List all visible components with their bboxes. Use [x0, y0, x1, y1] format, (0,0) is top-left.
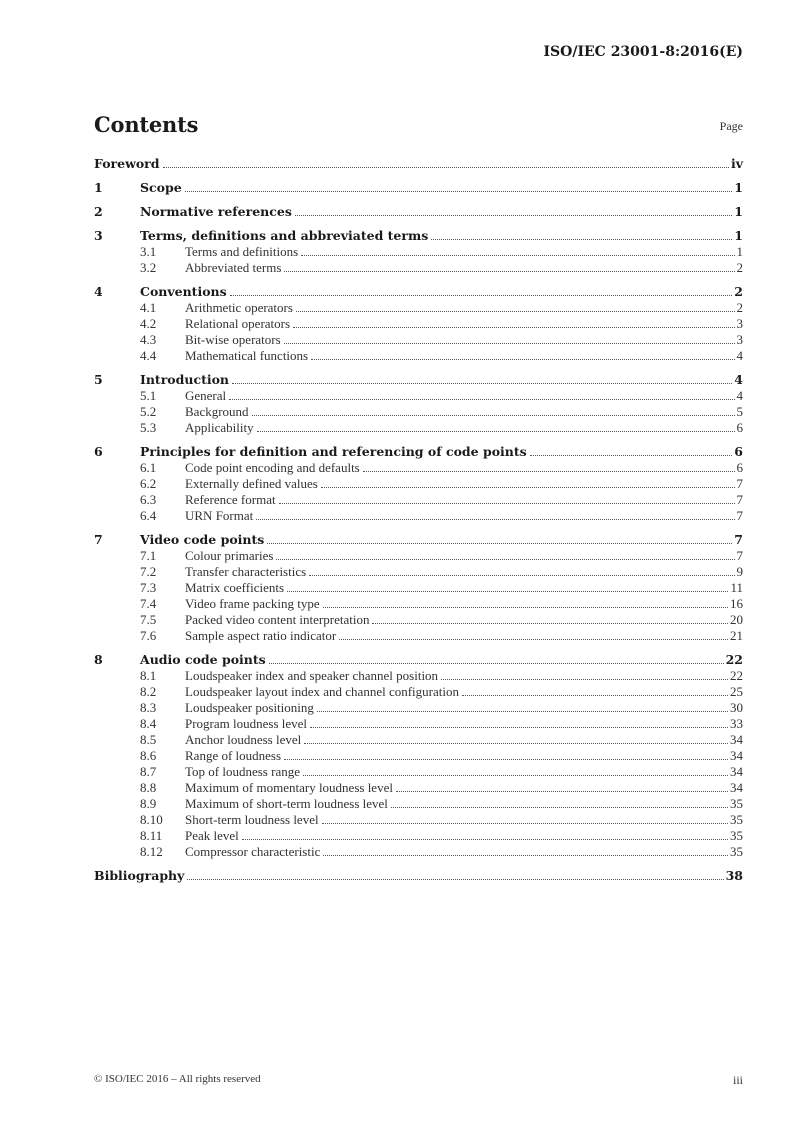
- toc-number: 4.1: [140, 300, 157, 315]
- toc-number: 8: [94, 652, 103, 667]
- toc-line: [185, 732, 743, 748]
- toc-page-number[interactable]: 35: [730, 796, 743, 811]
- toc-line: [185, 716, 743, 732]
- toc-subclause[interactable]: [94, 844, 743, 860]
- dot-leader: [284, 260, 734, 272]
- toc-subclause[interactable]: [94, 716, 743, 732]
- toc-subclause[interactable]: [94, 404, 743, 420]
- toc-line: [185, 420, 743, 436]
- toc-number: 7.4: [140, 596, 157, 611]
- toc-line: [140, 284, 743, 300]
- toc-subclause[interactable]: [94, 388, 743, 404]
- document-id: ISO/IEC 23001-8:2016(E): [543, 44, 743, 60]
- toc-page-number[interactable]: 35: [730, 844, 743, 859]
- toc-subclause[interactable]: [94, 564, 743, 580]
- toc-title[interactable]: Arithmetic operators: [185, 300, 293, 315]
- toc-page-number[interactable]: 34: [730, 764, 743, 779]
- dot-leader: [242, 828, 728, 840]
- toc-subclause[interactable]: [94, 668, 743, 684]
- toc-title[interactable]: URN Format: [185, 508, 254, 523]
- dot-leader: [287, 580, 728, 592]
- toc-title[interactable]: Relational operators: [185, 316, 291, 331]
- dot-leader: [284, 332, 735, 344]
- toc-clause[interactable]: [94, 204, 743, 220]
- dot-leader: [284, 748, 728, 760]
- toc-clause[interactable]: [94, 228, 743, 244]
- dot-leader: [301, 244, 734, 256]
- toc-title[interactable]: Program loudness level: [185, 716, 308, 731]
- toc-number: 8.8: [140, 780, 157, 795]
- toc-subclause[interactable]: [94, 420, 743, 436]
- toc-subclause[interactable]: [94, 492, 743, 508]
- dot-leader: [323, 596, 728, 608]
- dot-leader: [163, 156, 729, 168]
- toc-page-number[interactable]: 22: [730, 668, 743, 683]
- toc-title[interactable]: Principles for definition and referencing of code points: [140, 444, 527, 459]
- toc-number: 8.6: [140, 748, 157, 763]
- toc-clause[interactable]: [94, 652, 743, 668]
- toc-title[interactable]: Compressor characteristic: [185, 844, 321, 859]
- toc-line: [185, 780, 743, 796]
- toc-number: 8.5: [140, 732, 157, 747]
- toc-number: 5: [94, 372, 103, 387]
- toc-subclause[interactable]: [94, 700, 743, 716]
- dot-leader: [187, 868, 723, 880]
- toc-line: [185, 748, 743, 764]
- dot-leader: [363, 460, 735, 472]
- dot-leader: [462, 684, 728, 696]
- dot-leader: [396, 780, 728, 792]
- toc-subclause[interactable]: [94, 812, 743, 828]
- toc-line: [185, 684, 743, 700]
- toc-number: 8.11: [140, 828, 163, 843]
- toc-title[interactable]: Transfer characteristics: [185, 564, 307, 579]
- toc-line: [185, 460, 743, 476]
- toc-line: [185, 564, 743, 580]
- toc-number: 7.1: [140, 548, 157, 563]
- toc-line: [185, 812, 743, 828]
- toc-page-number[interactable]: 2: [736, 260, 743, 275]
- dot-leader: [252, 404, 735, 416]
- toc-line: [185, 612, 743, 628]
- dot-leader: [256, 508, 734, 520]
- toc-page-number[interactable]: 33: [730, 716, 743, 731]
- toc-line: [140, 372, 743, 388]
- toc-title[interactable]: Range of loudness: [185, 748, 282, 763]
- toc-page-number[interactable]: 16: [730, 596, 743, 611]
- toc-line: [140, 228, 743, 244]
- toc-page-number[interactable]: 5: [736, 404, 743, 419]
- toc-number: 2: [94, 204, 103, 219]
- toc-page-number[interactable]: 7: [736, 548, 743, 563]
- toc-page-number[interactable]: 4: [736, 348, 743, 363]
- toc-subclause[interactable]: [94, 244, 743, 260]
- footer-page-number: iii: [732, 1073, 743, 1087]
- toc-line: [185, 492, 743, 508]
- toc-number: 8.4: [140, 716, 157, 731]
- toc-subclause[interactable]: [94, 316, 743, 332]
- toc-line: [94, 868, 743, 884]
- toc-page-number[interactable]: 21: [730, 628, 743, 643]
- dot-leader: [317, 700, 728, 712]
- toc-line: [185, 332, 743, 348]
- dot-leader: [229, 388, 734, 400]
- toc-title[interactable]: Introduction: [140, 372, 230, 387]
- dot-leader: [309, 564, 734, 576]
- toc-line: [185, 476, 743, 492]
- toc-line: [185, 404, 743, 420]
- dot-leader: [321, 476, 735, 488]
- toc-line: [185, 548, 743, 564]
- toc-number: 4.2: [140, 316, 157, 331]
- table-of-contents: [94, 156, 743, 884]
- toc-page-number[interactable]: 3: [736, 316, 743, 331]
- toc-line: [185, 244, 743, 260]
- toc-subclause[interactable]: [94, 628, 743, 644]
- toc-title[interactable]: Maximum of short-term loudness level: [185, 796, 388, 811]
- toc-number: 5.1: [140, 388, 157, 403]
- dot-leader: [267, 532, 732, 544]
- dot-leader: [323, 844, 728, 856]
- toc-page-number[interactable]: 22: [725, 652, 743, 667]
- toc-page-number[interactable]: 34: [730, 748, 743, 763]
- toc-number: 8.2: [140, 684, 157, 699]
- toc-number: 8.9: [140, 796, 157, 811]
- toc-subclause[interactable]: [94, 260, 743, 276]
- toc-number: 4.4: [140, 348, 157, 363]
- toc-page-number[interactable]: 3: [736, 332, 743, 347]
- toc-number: 8.10: [140, 812, 163, 827]
- toc-title[interactable]: Packed video content interpretation: [185, 612, 370, 627]
- toc-title[interactable]: Abbreviated terms: [185, 260, 282, 275]
- toc-title[interactable]: Code point encoding and defaults: [185, 460, 360, 475]
- toc-number: 8.1: [140, 668, 157, 683]
- toc-line: [140, 532, 743, 548]
- toc-number: 6.1: [140, 460, 157, 475]
- toc-line: [185, 388, 743, 404]
- toc-title[interactable]: Background: [185, 404, 249, 419]
- toc-page-number[interactable]: 1: [734, 180, 743, 195]
- toc-number: 8.7: [140, 764, 157, 779]
- dot-leader: [391, 796, 728, 808]
- toc-clause[interactable]: [94, 868, 743, 884]
- toc-page-number[interactable]: 2: [736, 300, 743, 315]
- toc-number: 1: [94, 180, 103, 195]
- toc-number: 8.12: [140, 844, 163, 859]
- toc-title[interactable]: Applicability: [185, 420, 254, 435]
- toc-title[interactable]: Colour primaries: [185, 548, 274, 563]
- dot-leader: [310, 716, 728, 728]
- toc-title[interactable]: Audio code points: [140, 652, 266, 667]
- toc-subclause[interactable]: [94, 460, 743, 476]
- toc-subclause[interactable]: [94, 332, 743, 348]
- page-title: Contents: [94, 112, 199, 137]
- toc-page-number[interactable]: 34: [730, 732, 743, 747]
- toc-number: 5.3: [140, 420, 157, 435]
- toc-title[interactable]: Scope: [140, 180, 182, 195]
- toc-page-number[interactable]: 6: [736, 420, 743, 435]
- toc-page-number[interactable]: 7: [736, 508, 743, 523]
- toc-subclause[interactable]: [94, 508, 743, 524]
- toc-title[interactable]: Peak level: [185, 828, 239, 843]
- dot-leader: [296, 300, 735, 312]
- dot-leader: [279, 492, 735, 504]
- toc-line: [140, 652, 743, 668]
- toc-clause[interactable]: [94, 532, 743, 548]
- toc-subclause[interactable]: [94, 476, 743, 492]
- toc-number: 7.2: [140, 564, 157, 579]
- toc-clause[interactable]: [94, 284, 743, 300]
- toc-subclause[interactable]: [94, 780, 743, 796]
- dot-leader: [293, 316, 734, 328]
- toc-subclause[interactable]: [94, 684, 743, 700]
- toc-title[interactable]: Externally defined values: [185, 476, 318, 491]
- toc-line: [185, 796, 743, 812]
- toc-title[interactable]: Mathematical functions: [185, 348, 309, 363]
- dot-leader: [311, 348, 734, 360]
- toc-subclause[interactable]: [94, 828, 743, 844]
- toc-number: 6.4: [140, 508, 157, 523]
- dot-leader: [257, 420, 735, 432]
- page-column-label: Page: [719, 119, 743, 133]
- toc-clause[interactable]: [94, 372, 743, 388]
- toc-page-number[interactable]: 34: [730, 780, 743, 795]
- toc-title[interactable]: Top of loudness range: [185, 764, 300, 779]
- dot-leader: [230, 284, 733, 296]
- toc-page-number[interactable]: 11: [730, 580, 743, 595]
- toc-page-number[interactable]: 25: [730, 684, 743, 699]
- toc-title[interactable]: Video code points: [140, 532, 265, 547]
- toc-number: 5.2: [140, 404, 157, 419]
- toc-clause[interactable]: [94, 156, 743, 172]
- dot-leader: [530, 444, 733, 456]
- toc-line: [185, 260, 743, 276]
- dot-leader: [431, 228, 732, 240]
- toc-line: [185, 348, 743, 364]
- toc-number: 6.2: [140, 476, 157, 491]
- toc-title[interactable]: Maximum of momentary loudness level: [185, 780, 393, 795]
- toc-line: [94, 156, 743, 172]
- toc-title[interactable]: Loudspeaker layout index and channel configuration: [185, 684, 459, 699]
- toc-page-number[interactable]: 4: [734, 372, 743, 387]
- toc-number: 6: [94, 444, 103, 459]
- toc-page-number[interactable]: 2: [734, 284, 743, 299]
- toc-page-number[interactable]: 6: [736, 460, 743, 475]
- toc-subclause[interactable]: [94, 732, 743, 748]
- dot-leader: [232, 372, 732, 384]
- toc-page-number[interactable]: 35: [730, 812, 743, 827]
- toc-page-number[interactable]: 7: [736, 492, 743, 507]
- toc-line: [185, 596, 743, 612]
- toc-title[interactable]: Loudspeaker index and speaker channel position: [185, 668, 439, 683]
- dot-leader: [339, 628, 728, 640]
- toc-page-number[interactable]: 30: [730, 700, 743, 715]
- toc-subclause[interactable]: [94, 596, 743, 612]
- toc-page-number[interactable]: 6: [734, 444, 743, 459]
- toc-number: 4: [94, 284, 103, 299]
- toc-subclause[interactable]: [94, 548, 743, 564]
- toc-title[interactable]: General: [185, 388, 227, 403]
- toc-subclause[interactable]: [94, 580, 743, 596]
- toc-line: [185, 828, 743, 844]
- toc-number: 7.5: [140, 612, 157, 627]
- toc-title[interactable]: Bit-wise operators: [185, 332, 281, 347]
- toc-page-number[interactable]: 7: [736, 476, 743, 491]
- toc-title[interactable]: Reference format: [185, 492, 276, 507]
- toc-page-number[interactable]: 35: [730, 828, 743, 843]
- toc-page-number[interactable]: 9: [736, 564, 743, 579]
- toc-line: [185, 628, 743, 644]
- toc-line: [185, 316, 743, 332]
- toc-title[interactable]: Terms, definitions and abbreviated terms: [140, 228, 429, 243]
- toc-page-number[interactable]: 4: [736, 388, 743, 403]
- dot-leader: [372, 612, 728, 624]
- dot-leader: [303, 764, 728, 776]
- toc-line: [185, 764, 743, 780]
- toc-number: 3: [94, 228, 103, 243]
- toc-number: 6.3: [140, 492, 157, 507]
- dot-leader: [304, 732, 728, 744]
- toc-number: 7.6: [140, 628, 157, 643]
- dot-leader: [276, 548, 734, 560]
- toc-line: [185, 700, 743, 716]
- toc-title[interactable]: Terms and definitions: [185, 244, 299, 259]
- toc-subclause[interactable]: [94, 300, 743, 316]
- toc-subclause[interactable]: [94, 764, 743, 780]
- toc-number: 3.1: [140, 244, 157, 259]
- toc-number: 8.3: [140, 700, 157, 715]
- toc-page-number[interactable]: 7: [734, 532, 743, 547]
- dot-leader: [185, 180, 733, 192]
- toc-title[interactable]: Short-term loudness level: [185, 812, 319, 827]
- toc-title[interactable]: Foreword: [94, 156, 160, 171]
- toc-subclause[interactable]: [94, 612, 743, 628]
- toc-page-number[interactable]: iv: [730, 156, 743, 171]
- toc-line: [185, 668, 743, 684]
- dot-leader: [441, 668, 728, 680]
- toc-title[interactable]: Video frame packing type: [185, 596, 320, 611]
- toc-number: 7.3: [140, 580, 157, 595]
- toc-number: 3.2: [140, 260, 157, 275]
- toc-line: [140, 444, 743, 460]
- dot-leader: [269, 652, 724, 664]
- toc-title[interactable]: Conventions: [140, 284, 227, 299]
- toc-line: [185, 508, 743, 524]
- toc-line: [185, 580, 743, 596]
- toc-page-number[interactable]: 1: [736, 244, 743, 259]
- toc-line: [140, 204, 743, 220]
- toc-number: 7: [94, 532, 103, 547]
- toc-clause[interactable]: [94, 180, 743, 196]
- dot-leader: [295, 204, 732, 216]
- toc-page-number[interactable]: 38: [725, 868, 743, 883]
- toc-number: 4.3: [140, 332, 157, 347]
- toc-title[interactable]: Anchor loudness level: [185, 732, 302, 747]
- toc-line: [185, 844, 743, 860]
- toc-page-number[interactable]: 20: [730, 612, 743, 627]
- toc-title[interactable]: Matrix coefficients: [185, 580, 285, 595]
- toc-page-number[interactable]: 1: [734, 228, 743, 243]
- toc-subclause[interactable]: [94, 796, 743, 812]
- toc-page-number[interactable]: 1: [734, 204, 743, 219]
- toc-line: [140, 180, 743, 196]
- footer-copyright: © ISO/IEC 2016 – All rights reserved: [94, 1073, 261, 1085]
- toc-clause[interactable]: [94, 444, 743, 460]
- toc-title[interactable]: Loudspeaker positioning: [185, 700, 314, 715]
- toc-title[interactable]: Bibliography: [94, 868, 185, 883]
- dot-leader: [322, 812, 728, 824]
- toc-line: [185, 300, 743, 316]
- toc-subclause[interactable]: [94, 348, 743, 364]
- toc-subclause[interactable]: [94, 748, 743, 764]
- toc-title[interactable]: Sample aspect ratio indicator: [185, 628, 337, 643]
- toc-title[interactable]: Normative references: [140, 204, 292, 219]
